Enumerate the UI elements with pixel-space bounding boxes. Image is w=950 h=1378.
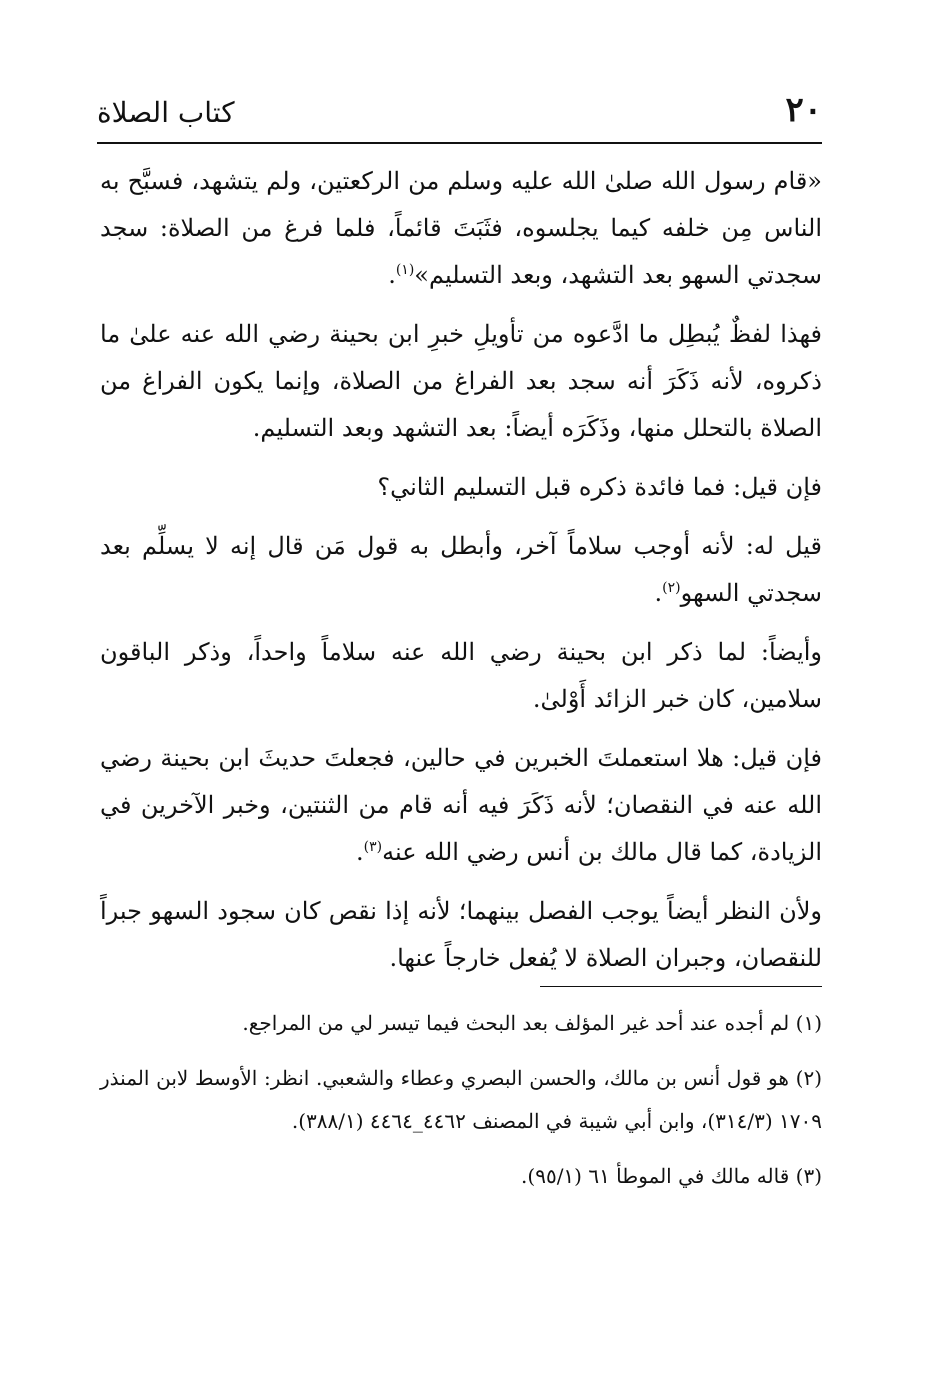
paragraph-text: فإن قيل: هلا استعملتَ الخبرين في حالين، فجعلتَ حديثَ ابن بحينة رضي الله عنه في النقصان؛ لأنه ذَكَرَ فيه أنه قام من الثنتين، وخبر الآخرين في الزيادة، كما قال مالك بن أنس رضي الله عنه xyxy=(100,744,822,866)
paragraph xyxy=(100,464,822,511)
footnote: (٢) هو قول أنس بن مالك، والحسن البصري وعطاء والشعبي. انظر: الأوسط لابن المنذر ١٧٠٩ (٣١٤/٣)، وابن أبي شيبة في المصنف ٤٤٦٢_٤٤٦٤ (٣٨٨/١). xyxy=(100,1066,822,1133)
paragraph-end: . xyxy=(356,838,364,866)
page-number: ٢٠ xyxy=(785,90,822,130)
footnote: (٣) قاله مالك في الموطأ ٦١ (٩٥/١). xyxy=(521,1164,822,1188)
footnote-ref: (٢) xyxy=(662,580,681,596)
paragraph-text: فإن قيل: فما فائدة ذكره قبل التسليم الثاني؟ xyxy=(377,473,822,501)
main-text xyxy=(100,158,822,994)
footnote-ref: (٣) xyxy=(363,839,383,855)
footnotes xyxy=(100,1002,822,1210)
paragraph-text: «قام رسول الله صلىٰ الله عليه وسلم من الركعتين، ولم يتشهد، فسبَّح به الناس مِن خلفه كيما يجلسوه، فثَبَتَ قائماً، فلما فرغ من الصلاة: سجد سجدتي السهو بعد التشهد، وبعد التسليم» xyxy=(100,167,822,289)
paragraph-text: ولأن النظر أيضاً يوجب الفصل بينهما؛ لأنه إذا نقص كان سجود السهو جبراً للنقصان، وجبران الصلاة لا يُفعل خارجاً عنها. xyxy=(100,897,822,972)
paragraph-end: . xyxy=(388,261,396,289)
page-header xyxy=(97,86,822,144)
footnote: (١) لم أجده عند أحد غير المؤلف بعد البحث فيما تيسر لي من المراجع. xyxy=(242,1011,822,1035)
paragraph-text: وأيضاً: لما ذكر ابن بحينة رضي الله عنه سلاماً واحداً، وذكر الباقون سلامين، كان خبر الزائد أَوْلىٰ. xyxy=(100,638,822,713)
paragraph-text: قيل له: لأنه أوجب سلاماً آخر، وأبطل به قول مَن قال إنه لا يسلِّم بعد سجدتي السهو xyxy=(100,532,822,607)
paragraph xyxy=(100,735,822,876)
footnote-separator xyxy=(540,986,822,987)
running-title: كتاب الصلاة xyxy=(97,96,235,129)
paragraph-end: . xyxy=(654,579,663,607)
footnote-ref: (١) xyxy=(395,262,415,278)
paragraph-text: فهذا لفظٌ يُبطِل ما ادَّعوه من تأويلِ خبرِ ابن بحينة رضي الله عنه علىٰ ما ذكروه، لأنه ذَكَرَ أنه سجد بعد الفراغ من الصلاة، وإنما يكون الفراغ من الصلاة بالتحلل منها، وذَكَرَه أيضاً: بعد التشهد وبعد التسليم. xyxy=(100,320,822,442)
paragraph xyxy=(100,311,822,452)
paragraph xyxy=(100,523,822,617)
paragraph xyxy=(100,629,822,723)
paragraph xyxy=(100,158,822,299)
paragraph xyxy=(100,888,822,982)
